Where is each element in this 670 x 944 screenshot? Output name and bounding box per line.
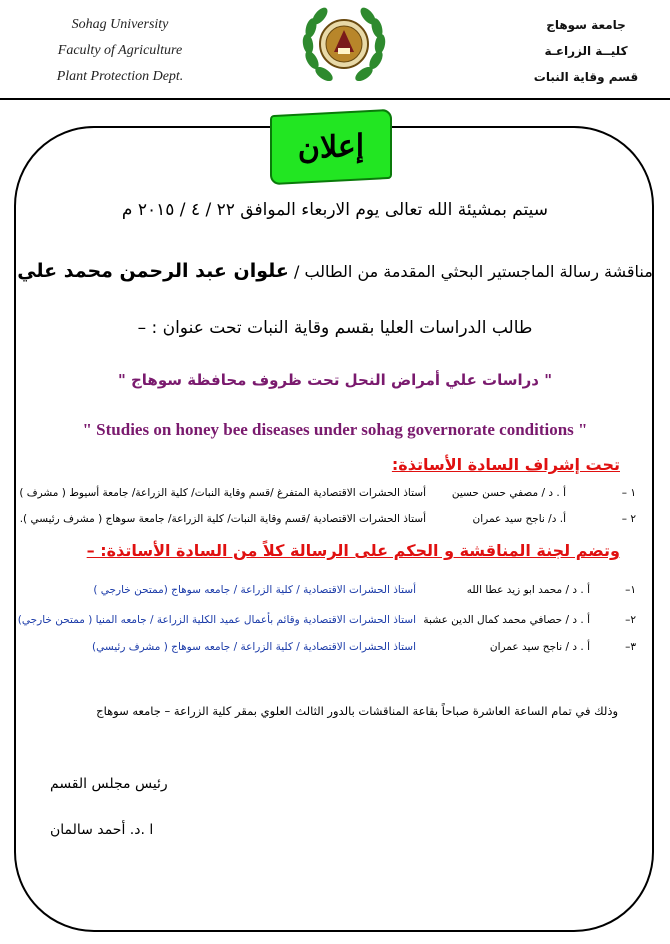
thesis-title-en: " Studies on honey bee diseases under sohag governorate conditions " xyxy=(82,420,588,439)
topic-intro-line: طالب الدراسات العليا بقسم وقاية النبات تحت عنوان : – xyxy=(137,318,533,338)
venue-line: وذلك في تمام الساعة العاشرة صباحاً بقاعة المناقشات بالدور الثالث العلوي بمقر كلية الزراعة – جامعه سوهاج xyxy=(96,704,618,718)
university-seal-icon xyxy=(298,4,390,90)
member-name: أ . د / حصافي محمد كمال الدين عشبة xyxy=(423,614,590,626)
supervisor-name: أ. د/ ناجح سيد عمران xyxy=(472,513,566,525)
committee-row xyxy=(17,614,636,632)
member-desc: استاذ الحشرات الاقتصادية وقائم بأعمال عميد الكلية الزراعة / جامعه المنيا ( ممتحن خارجي) xyxy=(17,614,416,626)
supervision-row xyxy=(19,487,636,505)
header-divider xyxy=(0,98,670,100)
member-desc: أستاذ الحشرات الاقتصادية / كلية الزراعة / جامعه سوهاج (ممتحن خارجي ) xyxy=(93,584,416,596)
university-name-en: Sohag University xyxy=(71,17,169,32)
student-line xyxy=(0,260,670,282)
member-num: ٣– xyxy=(625,641,636,653)
announcement-title: إعلان xyxy=(297,127,365,167)
supervisor-desc: أستاذ الحشرات الاقتصادية المتفرغ /قسم وقاية النبات/ كلية الزراعة/ جامعة أسيوط ( مشرف ) xyxy=(19,487,426,499)
supervisor-name: أ . د / مصفي حسن حسين xyxy=(451,487,566,499)
header-en xyxy=(40,12,200,90)
department-name-ar: قسم وقاية النبات xyxy=(533,70,639,84)
thesis-title-ar: " دراسات علي أمراض النحل تحت ظروف محافظة سوهاج " xyxy=(117,371,553,389)
committee-heading: وتضم لجنة المناقشة و الحكم على الرسالة كلاً من السادة الأساتذة: – xyxy=(86,541,620,560)
student-name: علوان عبد الرحمن محمد علي xyxy=(17,260,289,282)
supervisor-desc: أستاذ الحشرات الاقتصادية /قسم وقاية النبات/ كلية الزراعة/ جامعة سوهاج ( مشرف رئيسي ). xyxy=(19,513,426,525)
header-ar xyxy=(520,12,652,90)
student-line-prefix: مناقشة رسالة الماجستير البحثي المقدمة من الطالب / xyxy=(293,262,653,281)
member-num: ١– xyxy=(625,584,636,596)
member-desc: استاذ الحشرات الاقتصادية / كلية الزراعة / جامعه سوهاج ( مشرف رئيسي) xyxy=(92,641,416,653)
faculty-name-ar: كليــة الزراعـة xyxy=(544,44,628,58)
signature-title: رئيس مجلس القسم xyxy=(50,776,168,792)
department-name-en: Plant Protection Dept. xyxy=(56,69,184,84)
member-name: أ . د / ناجح سيد عمران xyxy=(489,641,590,653)
member-name: أ . د / محمد ابو زيد عطا الله xyxy=(466,584,590,596)
faculty-name-en: Faculty of Agriculture xyxy=(57,43,183,58)
supervision-row xyxy=(19,513,636,531)
announcement-flag xyxy=(270,109,392,185)
signature-name: ا .د. أحمد سالمان xyxy=(50,822,154,838)
member-num: ٢– xyxy=(625,614,636,626)
supervision-heading: تحت إشراف السادة الأساتذة: xyxy=(391,455,620,474)
date-line: سيتم بمشيئة الله تعالى يوم الاربعاء الموافق ٢٢ / ٤ / ٢٠١٥ م xyxy=(121,200,549,220)
committee-row xyxy=(40,584,636,602)
university-name-ar: جامعة سوهاج xyxy=(546,18,626,32)
committee-row xyxy=(40,641,636,659)
supervisor-num: ٢ – xyxy=(621,513,636,525)
supervisor-num: ١ – xyxy=(621,487,636,499)
